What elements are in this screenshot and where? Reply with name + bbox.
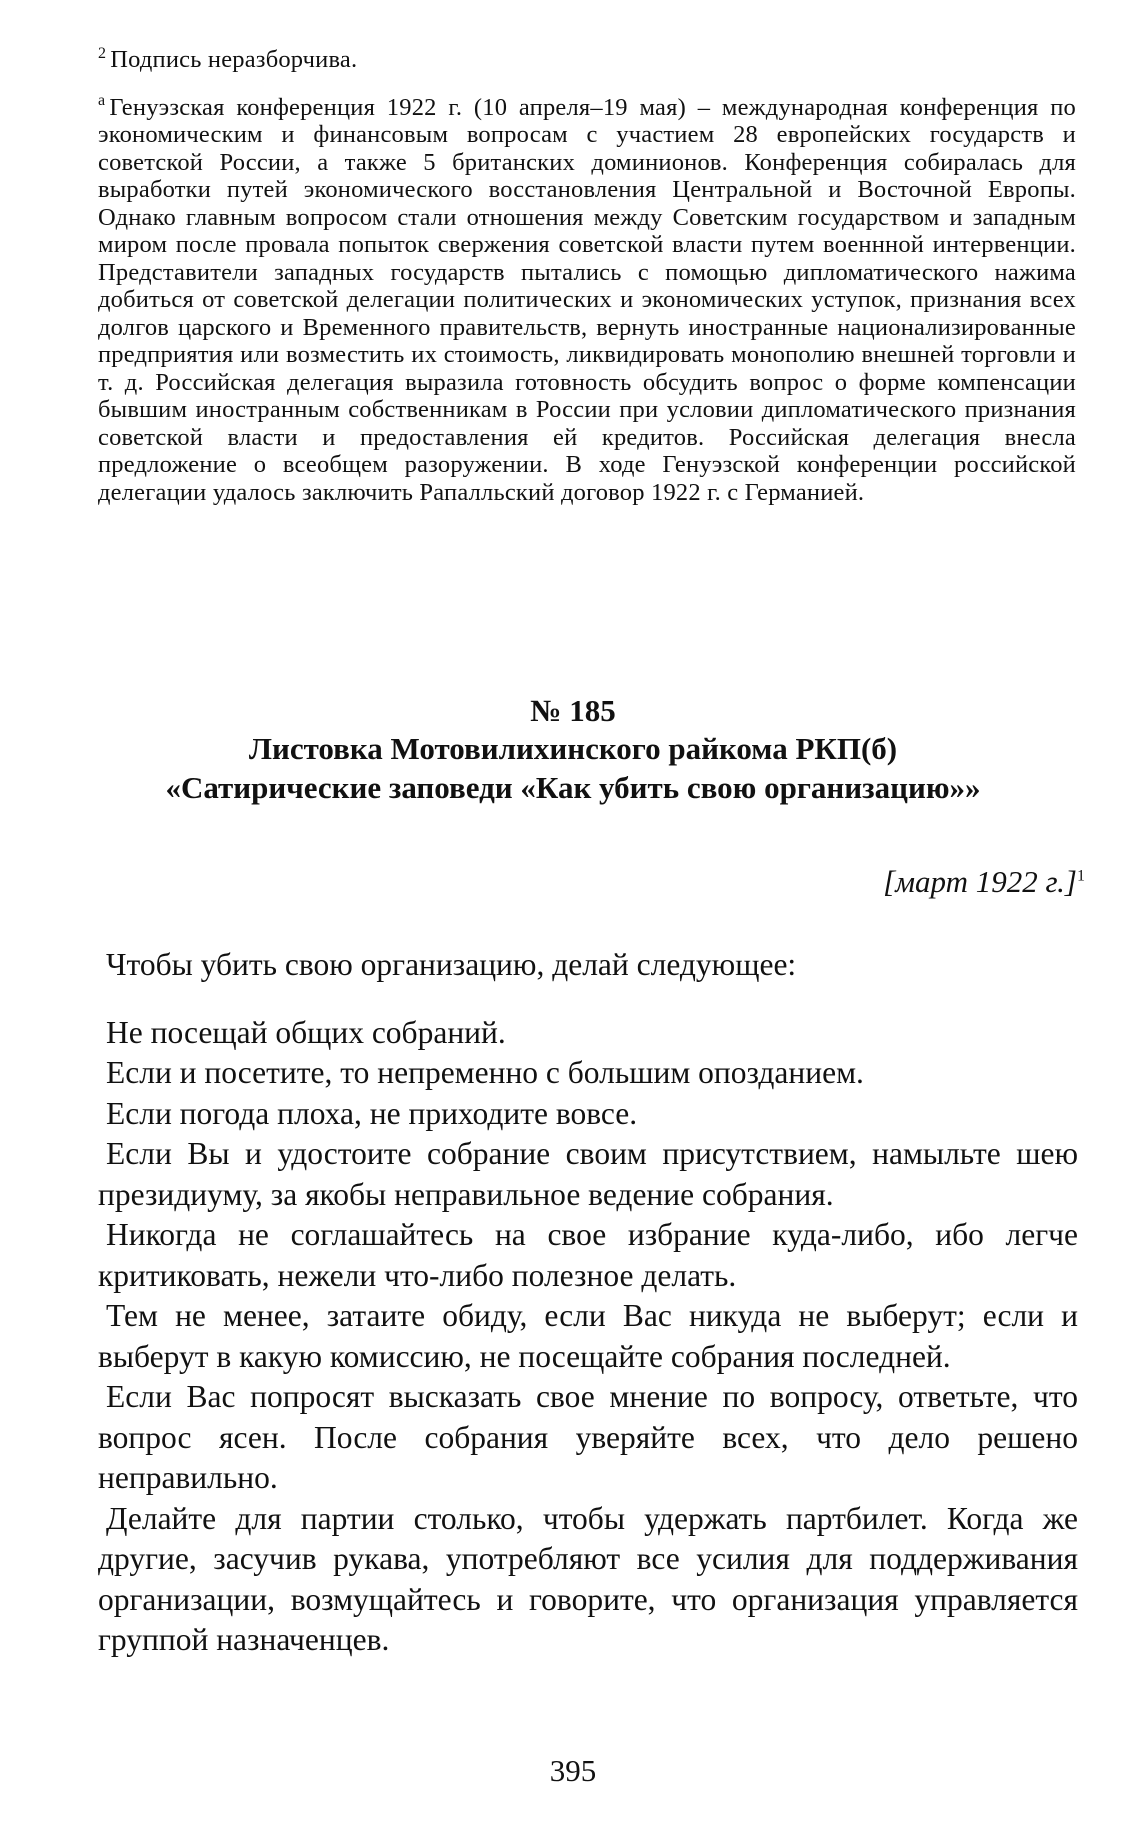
footnote-text: Генуэзская конференция 1922 г. (10 апреля–19 мая) – международная конференция по экономическим и финансовым вопросам с участием 28 европейских государств и советской России, а также 5 британских доминионов. Конференция собиралась для выработки путей экономического восстановления Центральной и Восточной Европы. Однако главным вопросом стали отношения между Советским государством и западным миром после провала попыток свержения советской власти путем военнной интервенции. Представители западных государств пытались с помощью дипломатического нажима добиться от советской делегации политических и экономических уступок, признания всех долгов царского и Временного правительств, вернуть иностранные национализированные предприятия или возместить их стоимость, ликвидировать монополию внешней торговли и т. д. Российская делегация выразила готовность обсудить вопрос о форме компенсации бывшим иностранным собственникам в России при условии дипломатического признания советской власти и предоставления ей кредитов. Российская делегация внесла предложение о всеобщем разоружении. В ходе Генуэзской конференции российской делегации удалось заключить Рапалльский договор 1922 г. с Германией. bbox=[98, 93, 1076, 506]
footnote-marker: a bbox=[98, 92, 106, 110]
document-title-line-2: «Сатирические заповеди «Как убить свою организацию»» bbox=[165, 770, 981, 805]
intro-paragraph: Чтобы убить свою организацию, делай следующее: bbox=[106, 947, 797, 982]
footnote bbox=[98, 94, 1076, 507]
footnote-marker: 2 bbox=[98, 44, 107, 62]
document-body bbox=[98, 945, 1078, 1661]
page-number: 395 bbox=[549, 1753, 597, 1788]
footnote-text: Подпись неразборчива. bbox=[110, 46, 358, 73]
body-paragraph: Тем не менее, затаите обиду, если Вас никуда не выберут; если и выберут в какую комиссию, не посещайте собрания последней. bbox=[98, 1298, 1078, 1374]
body-paragraph: Никогда не соглашайтесь на свое избрание куда-либо, ибо легче критиковать, нежели что-либо полезное делать. bbox=[98, 1217, 1078, 1293]
body-paragraph: Не посещай общих собраний. bbox=[106, 1014, 506, 1050]
footnotes bbox=[98, 46, 1076, 506]
body-paragraph: Делайте для партии столько, чтобы удержать партбилет. Когда же другие, засучив рукава, употребляют все усилия для поддерживания организации, возмущайтесь и говорите, что организация управляется группой назначенцев. bbox=[98, 1500, 1078, 1657]
body-paragraph: Если и посетите, то непременно с большим опозданием. bbox=[106, 1055, 864, 1090]
footnote bbox=[98, 46, 1076, 74]
document-number: № 185 bbox=[530, 693, 616, 728]
document-title-line-1: Листовка Мотовилихинского райкома РКП(б) bbox=[248, 731, 898, 766]
document-date-note-marker: 1 bbox=[1077, 867, 1085, 885]
body-paragraph: Если погода плоха, не приходите вовсе. bbox=[106, 1095, 638, 1131]
body-paragraph: Если Вы и удостоите собрание своим присутствием, намыльте шею президиуму, за якобы неправильное ведение собрания. bbox=[98, 1136, 1078, 1212]
document-date bbox=[0, 864, 1085, 900]
body-paragraph: Если Вас попросят высказать свое мнение по вопросу, ответьте, что вопрос ясен. После собрания уверяйте всех, что дело решено неправильно. bbox=[98, 1379, 1078, 1495]
document-date-text: [март 1922 г.] bbox=[883, 864, 1077, 899]
document-header bbox=[0, 693, 1146, 807]
